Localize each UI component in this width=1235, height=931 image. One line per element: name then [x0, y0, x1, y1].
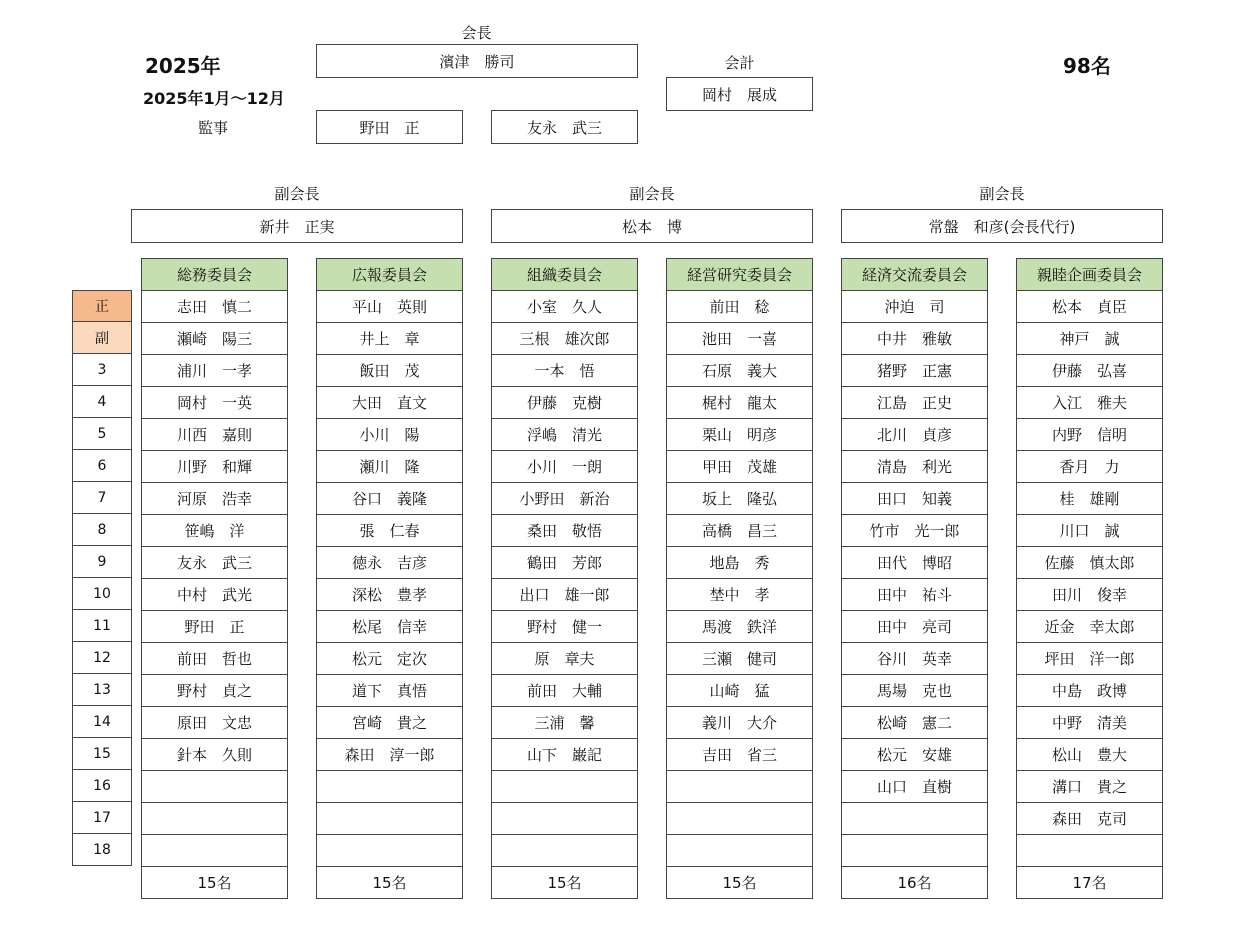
member-cell: 野村 貞之: [141, 675, 288, 707]
member-cell: 香月 力: [1016, 451, 1163, 483]
row-label: 12: [72, 642, 132, 674]
member-cell: 針本 久則: [141, 739, 288, 771]
member-cell: [666, 771, 813, 803]
row-label: 6: [72, 450, 132, 482]
member-cell: 近金 幸太郎: [1016, 611, 1163, 643]
committee-header: 総務委員会: [141, 258, 288, 291]
committee-column: [1016, 258, 1163, 899]
member-cell: 道下 真悟: [316, 675, 463, 707]
president-label: 会長: [461, 24, 492, 42]
member-cell: [491, 835, 638, 867]
member-cell: [491, 803, 638, 835]
member-cell: 谷口 義隆: [316, 483, 463, 515]
member-cell: 内野 信明: [1016, 419, 1163, 451]
member-cell: 松崎 憲二: [841, 707, 988, 739]
president-name: 濱津 勝司: [316, 44, 638, 78]
total-count: 98名: [1063, 54, 1111, 78]
member-cell: 中村 武光: [141, 579, 288, 611]
member-cell: 出口 雄一郎: [491, 579, 638, 611]
member-cell: 石原 義大: [666, 355, 813, 387]
member-cell: 山口 直樹: [841, 771, 988, 803]
member-cell: 吉田 省三: [666, 739, 813, 771]
committee-column: [316, 258, 463, 899]
member-cell: 深松 豊孝: [316, 579, 463, 611]
member-cell: 飯田 茂: [316, 355, 463, 387]
member-cell: 田中 祐斗: [841, 579, 988, 611]
member-cell: 松本 貞臣: [1016, 291, 1163, 323]
member-cell: 三浦 馨: [491, 707, 638, 739]
member-cell: 埜中 孝: [666, 579, 813, 611]
member-cell: 平山 英則: [316, 291, 463, 323]
member-cell: 馬渡 鉄洋: [666, 611, 813, 643]
member-cell: 桂 雄剛: [1016, 483, 1163, 515]
committee-count: 16名: [841, 867, 988, 899]
member-cell: 猪野 正憲: [841, 355, 988, 387]
member-cell: [316, 771, 463, 803]
member-cell: 川野 和輝: [141, 451, 288, 483]
row-label: 11: [72, 610, 132, 642]
member-cell: 江島 正史: [841, 387, 988, 419]
member-cell: 前田 稔: [666, 291, 813, 323]
member-cell: 井上 章: [316, 323, 463, 355]
committee-count: 15名: [141, 867, 288, 899]
member-cell: [316, 803, 463, 835]
member-cell: 田川 俊幸: [1016, 579, 1163, 611]
row-label-chief: 正: [72, 290, 132, 322]
member-cell: 小川 一朗: [491, 451, 638, 483]
member-cell: 田口 知義: [841, 483, 988, 515]
member-cell: 池田 一喜: [666, 323, 813, 355]
vice-president-name-2: 松本 博: [491, 209, 813, 243]
member-cell: [841, 803, 988, 835]
member-cell: [841, 835, 988, 867]
committee-column: [666, 258, 813, 899]
member-cell: 浮嶋 清光: [491, 419, 638, 451]
committee-column: [141, 258, 288, 899]
member-cell: 坂上 隆弘: [666, 483, 813, 515]
member-cell: 溝口 貴之: [1016, 771, 1163, 803]
member-cell: [666, 835, 813, 867]
row-label: 3: [72, 354, 132, 386]
member-cell: [1016, 835, 1163, 867]
member-cell: 友永 武三: [141, 547, 288, 579]
member-cell: 松尾 信幸: [316, 611, 463, 643]
member-cell: 前田 哲也: [141, 643, 288, 675]
member-cell: 原 章夫: [491, 643, 638, 675]
member-cell: 松元 定次: [316, 643, 463, 675]
member-cell: 大田 直文: [316, 387, 463, 419]
period-label: 2025年1月～12月: [143, 89, 285, 108]
member-cell: 森田 淳一郎: [316, 739, 463, 771]
member-cell: 志田 慎二: [141, 291, 288, 323]
member-cell: 浦川 一孝: [141, 355, 288, 387]
member-cell: 竹市 光一郎: [841, 515, 988, 547]
row-label-vice: 副: [72, 322, 132, 354]
member-cell: 瀬崎 陽三: [141, 323, 288, 355]
row-label: 5: [72, 418, 132, 450]
member-cell: 高橋 昌三: [666, 515, 813, 547]
committee-header: 経済交流委員会: [841, 258, 988, 291]
vice-president-label-2: 副会長: [629, 185, 675, 203]
member-cell: 松山 豊大: [1016, 739, 1163, 771]
member-cell: 鶴田 芳郎: [491, 547, 638, 579]
member-cell: [491, 771, 638, 803]
member-cell: 沖迫 司: [841, 291, 988, 323]
auditor-name-1: 野田 正: [316, 110, 463, 144]
vice-president-name-1: 新井 正実: [131, 209, 463, 243]
row-label: 14: [72, 706, 132, 738]
member-cell: 中井 雅敏: [841, 323, 988, 355]
member-cell: 伊藤 克樹: [491, 387, 638, 419]
member-cell: 小川 陽: [316, 419, 463, 451]
committee-count: 15名: [491, 867, 638, 899]
member-cell: 坪田 洋一郎: [1016, 643, 1163, 675]
committee-column: [491, 258, 638, 899]
member-cell: 山下 巌記: [491, 739, 638, 771]
member-cell: 栗山 明彦: [666, 419, 813, 451]
member-cell: 田代 博昭: [841, 547, 988, 579]
row-label: 4: [72, 386, 132, 418]
member-cell: 笹嶋 洋: [141, 515, 288, 547]
row-label: 16: [72, 770, 132, 802]
auditor-label: 監事: [198, 119, 229, 137]
row-label: 15: [72, 738, 132, 770]
member-cell: 三瀬 健司: [666, 643, 813, 675]
member-cell: [666, 803, 813, 835]
committee-count: 17名: [1016, 867, 1163, 899]
treasurer-label: 会計: [724, 54, 755, 72]
vice-president-label-1: 副会長: [274, 185, 320, 203]
row-label: 9: [72, 546, 132, 578]
member-cell: 川西 嘉則: [141, 419, 288, 451]
member-cell: [141, 803, 288, 835]
treasurer-name: 岡村 展成: [666, 77, 813, 111]
member-cell: 瀬川 隆: [316, 451, 463, 483]
year-label: 2025年: [145, 54, 221, 78]
member-cell: [141, 835, 288, 867]
committee-header: 組織委員会: [491, 258, 638, 291]
member-cell: 馬場 克也: [841, 675, 988, 707]
member-cell: 小野田 新治: [491, 483, 638, 515]
member-cell: 野田 正: [141, 611, 288, 643]
member-cell: 中島 政博: [1016, 675, 1163, 707]
member-cell: 梶村 龍太: [666, 387, 813, 419]
committee-column: [841, 258, 988, 899]
member-cell: 森田 克司: [1016, 803, 1163, 835]
member-cell: 甲田 茂雄: [666, 451, 813, 483]
committee-header: 広報委員会: [316, 258, 463, 291]
vice-president-name-3: 常盤 和彦(会長代行): [841, 209, 1163, 243]
member-cell: 原田 文忠: [141, 707, 288, 739]
member-cell: 張 仁春: [316, 515, 463, 547]
member-cell: 徳永 吉彦: [316, 547, 463, 579]
member-cell: 義川 大介: [666, 707, 813, 739]
row-label: 7: [72, 482, 132, 514]
member-cell: 前田 大輔: [491, 675, 638, 707]
committee-header: 経営研究委員会: [666, 258, 813, 291]
member-cell: 田中 亮司: [841, 611, 988, 643]
row-label: 13: [72, 674, 132, 706]
member-cell: 伊藤 弘喜: [1016, 355, 1163, 387]
committee-header: 親睦企画委員会: [1016, 258, 1163, 291]
member-cell: 河原 浩幸: [141, 483, 288, 515]
vice-president-label-3: 副会長: [979, 185, 1025, 203]
member-cell: 小室 久人: [491, 291, 638, 323]
member-cell: 神戸 誠: [1016, 323, 1163, 355]
member-cell: 三根 雄次郎: [491, 323, 638, 355]
row-label: 18: [72, 834, 132, 866]
member-cell: 地島 秀: [666, 547, 813, 579]
member-cell: 清島 利光: [841, 451, 988, 483]
member-cell: 佐藤 慎太郎: [1016, 547, 1163, 579]
member-cell: 桑田 敬悟: [491, 515, 638, 547]
member-cell: 川口 誠: [1016, 515, 1163, 547]
row-label: 10: [72, 578, 132, 610]
member-cell: 野村 健一: [491, 611, 638, 643]
committee-count: 15名: [666, 867, 813, 899]
member-cell: [316, 835, 463, 867]
member-cell: 松元 安雄: [841, 739, 988, 771]
row-label: 8: [72, 514, 132, 546]
member-cell: 入江 雅夫: [1016, 387, 1163, 419]
row-label: 17: [72, 802, 132, 834]
committee-count: 15名: [316, 867, 463, 899]
member-cell: 山崎 猛: [666, 675, 813, 707]
member-cell: 中野 清美: [1016, 707, 1163, 739]
member-cell: 宮崎 貴之: [316, 707, 463, 739]
auditor-name-2: 友永 武三: [491, 110, 638, 144]
member-cell: 岡村 一英: [141, 387, 288, 419]
member-cell: [141, 771, 288, 803]
member-cell: 谷川 英幸: [841, 643, 988, 675]
row-label-column: [72, 290, 132, 866]
member-cell: 一本 悟: [491, 355, 638, 387]
member-cell: 北川 貞彦: [841, 419, 988, 451]
